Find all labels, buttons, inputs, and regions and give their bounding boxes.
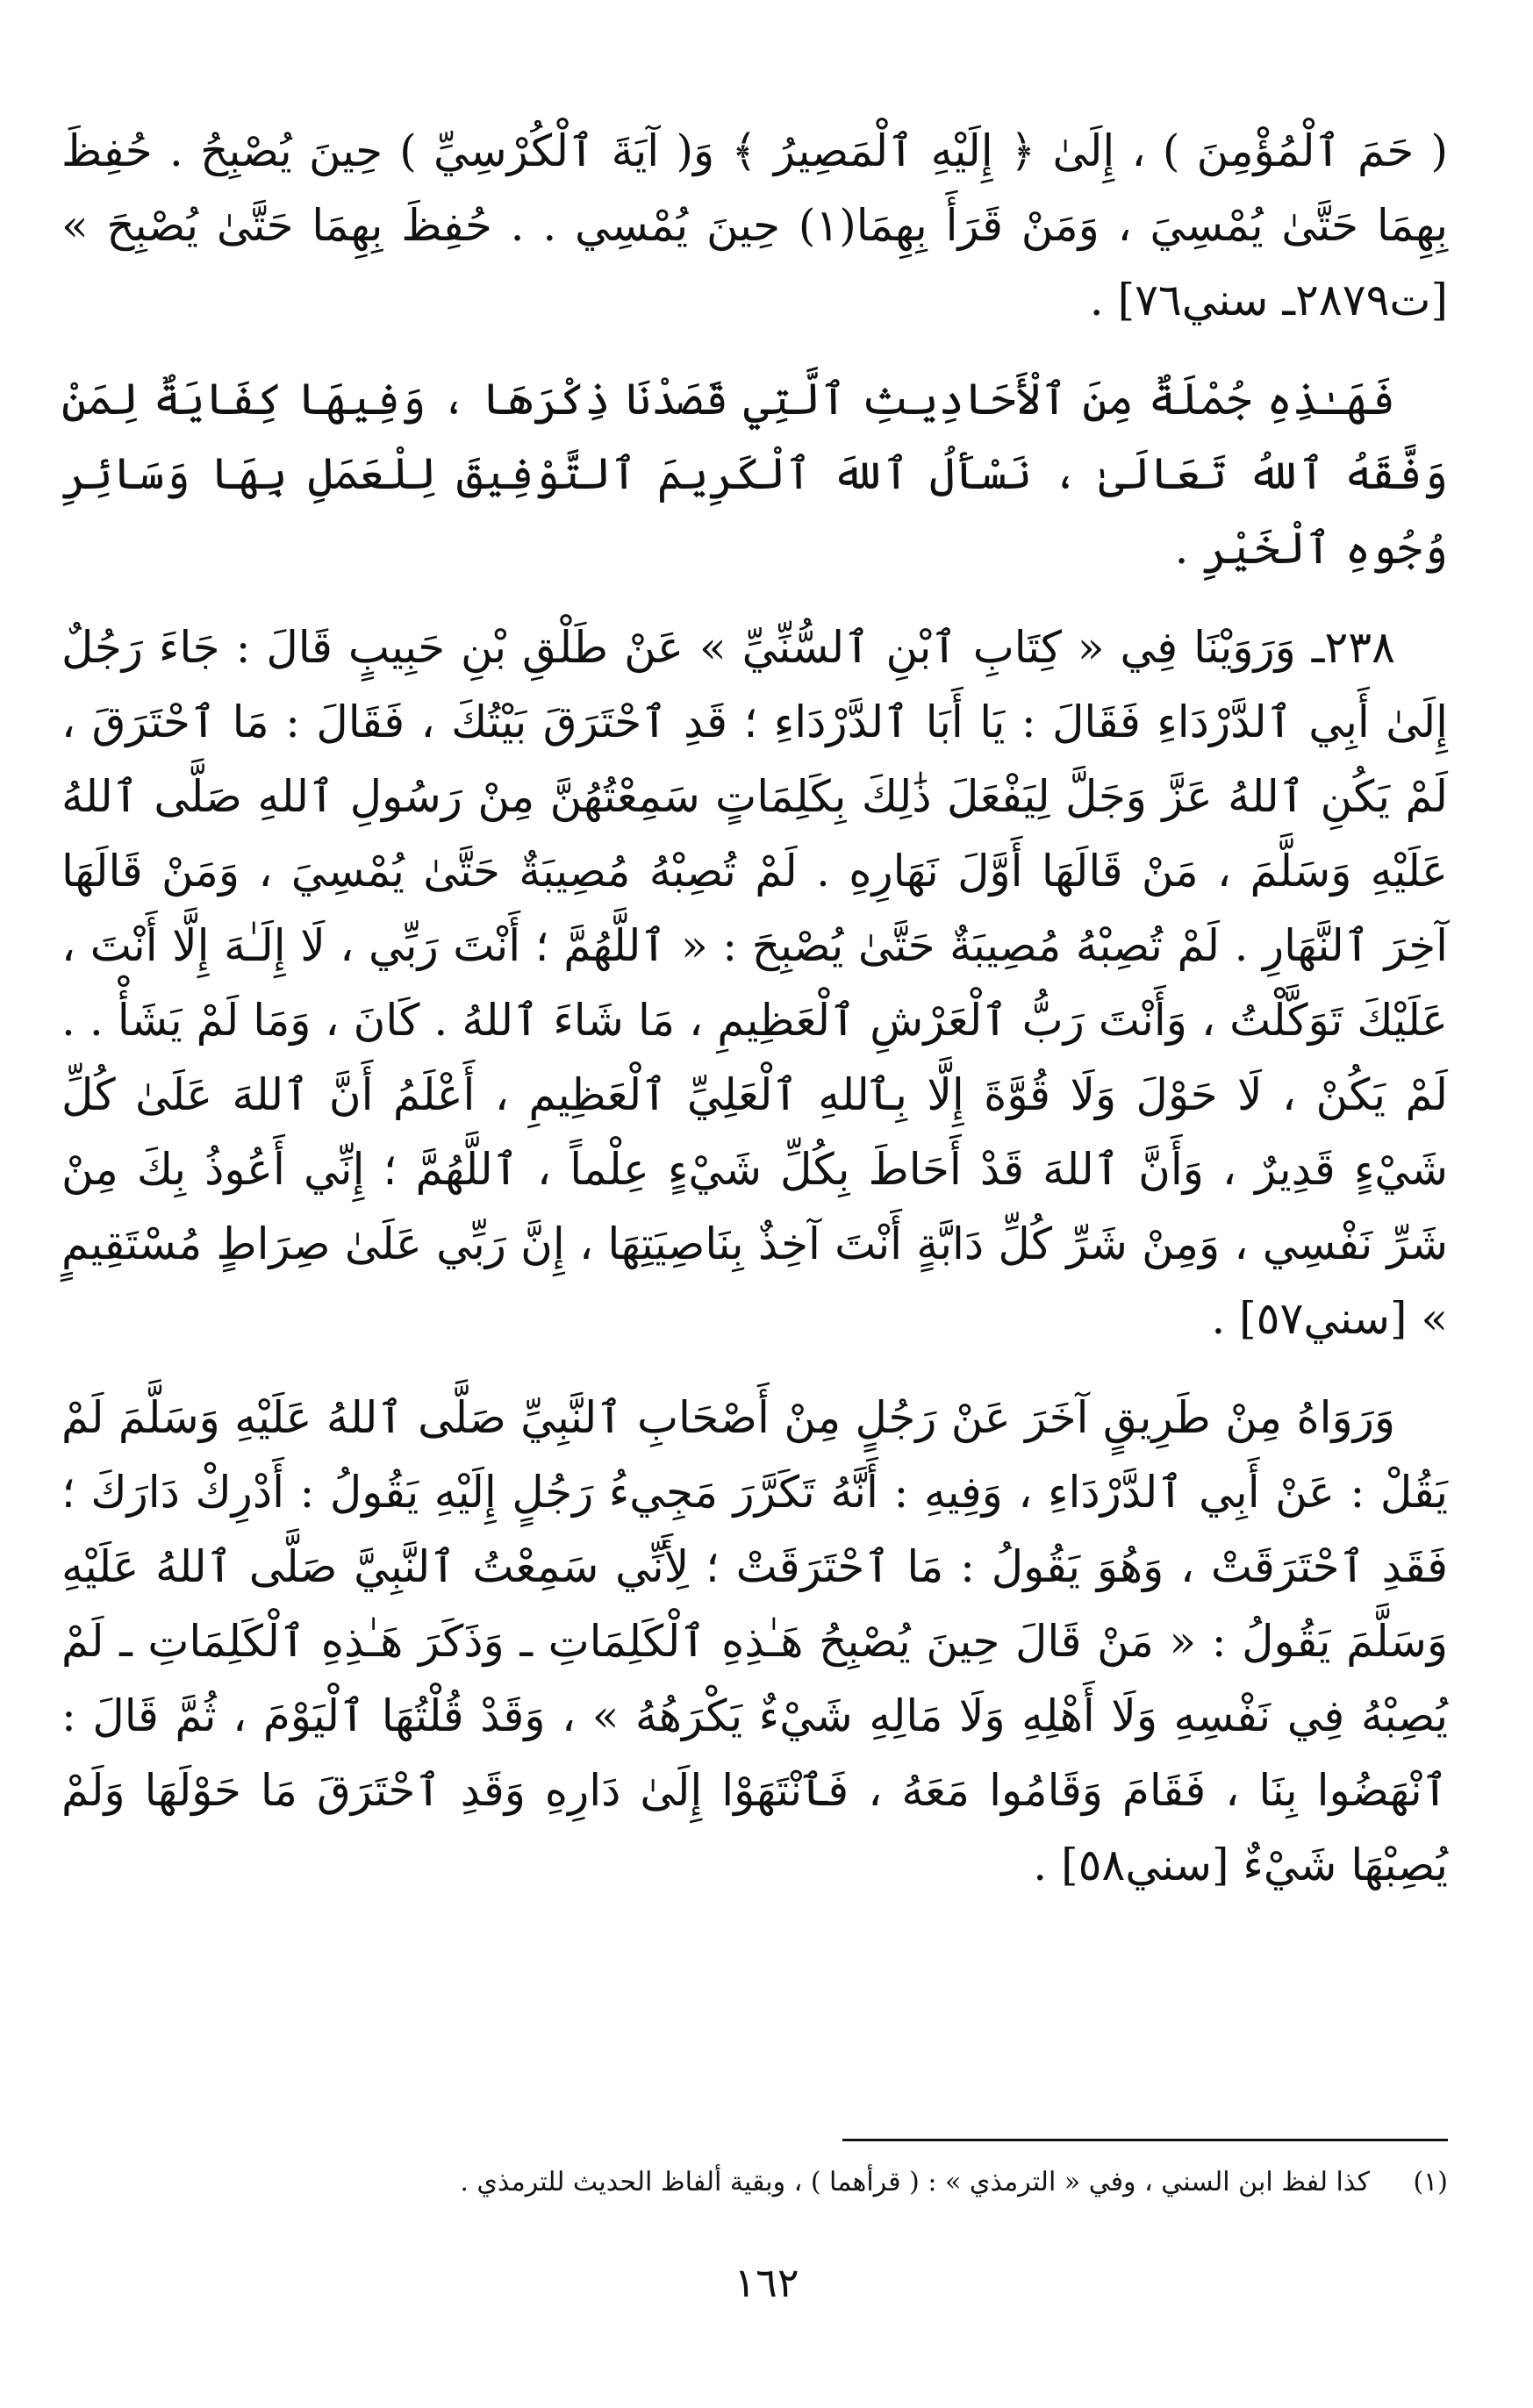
footnote-divider — [842, 2139, 1448, 2141]
main-text — [61, 114, 1448, 1927]
paragraph-1: ( حَمَ ٱلْمُؤْمِنَ ) ، إِلَىٰ ﴿ إِلَيْهِ ٱلْمَصِيرُ ﴾ وَ( آيَةَ ٱلْكُرْسِيِّ ) حِينَ يُصْبِحُ . حُفِظَ بِهِمَا حَتَّىٰ يُمْسِيَ ، وَمَنْ قَرَأَ بِهِمَا(١) حِينَ يُمْسِي . . حُفِظَ بِهِمَا حَتَّىٰ يُصْبِحَ » [ت٢٨٧٩ـ سني٧٦] . — [61, 125, 1448, 325]
footnote-number: (١) — [1413, 2167, 1448, 2197]
page-number: ١٦٢ — [734, 2259, 799, 2306]
paragraph-4: وَرَوَاهُ مِنْ طَرِيقٍ آخَرَ عَنْ رَجُلٍ مِنْ أَصْحَابِ ٱلنَّبِيِّ صَلَّى ٱللهُ عَلَيْهِ وَسَلَّمَ لَمْ يَقُلْ : عَنْ أَبِي ٱلدَّرْدَاءِ ، وَفِيهِ : أَنَّهُ تَكَرَّرَ مَجِيءُ رَجُلٍ إِلَيْهِ يَقُولُ : أَدْرِكْ دَارَكَ ؛ فَقَدِ ٱحْتَرَقَتْ ، وَهُوَ يَقُولُ : مَا ٱحْتَرَقَتْ ؛ لِأَنِّي سَمِعْتُ ٱلنَّبِيَّ صَلَّى ٱللهُ عَلَيْهِ وَسَلَّمَ يَقُولُ : « مَنْ قَالَ حِينَ يُصْبِحُ هَـٰذِهِ ٱلْكَلِمَاتِ ـ وَذَكَرَ هَـٰذِهِ ٱلْكَلِمَاتِ ـ لَمْ يُصِبْهُ فِي نَفْسِهِ وَلَا أَهْلِهِ وَلَا مَالِهِ شَيْءٌ يَكْرَهُهُ » ، وَقَدْ قُلْتُهَا ٱلْيَوْمَ ، ثُمَّ قَالَ : ٱنْهَضُوا بِنَا ، فَقَامَ وَقَامُوا مَعَهُ ، فَٱنْتَهَوْا إِلَىٰ دَارِهِ وَقَدِ ٱحْتَرَقَ مَا حَوْلَهَا وَلَمْ يُصِبْهَا شَيْءٌ [سني٥٨] . — [61, 1392, 1448, 1890]
footnote — [219, 2162, 1448, 2203]
footnote-text: كذا لفظ ابن السني ، وفي « الترمذي » : ( قرأهما ) ، وبقية ألفاظ الحديث للترمذي . — [460, 2167, 1370, 2197]
paragraph-2: فَهَـٰذِهِ جُمْلَةٌ مِنَ ٱلْأَحَادِيثِ ٱلَّتِي قَصَدْنَا ذِكْرَهَا ، وَفِيهَا كِفَايَةٌ لِمَنْ وَفَّقَهُ ٱللهُ تَعَالَىٰ ، نَسْأَلُ ٱللهَ ٱلْكَرِيمَ ٱلتَّوْفِيقَ لِلْعَمَلِ بِهَا وَسَائِرِ وُجُوهِ ٱلْخَيْرِ . — [61, 374, 1448, 574]
paragraph-hadith-238: ٢٣٨ـ وَرَوَيْنَا فِي « كِتَابِ ٱبْنِ ٱلسُّنِّيِّ » عَنْ طَلْقِ بْنِ حَبِيبٍ قَالَ : جَاءَ رَجُلٌ إِلَىٰ أَبِي ٱلدَّرْدَاءِ فَقَالَ : يَا أَبَا ٱلدَّرْدَاءِ ؛ قَدِ ٱحْتَرَقَ بَيْتُكَ ، فَقَالَ : مَا ٱحْتَرَقَ ، لَمْ يَكُنِ ٱللهُ عَزَّ وَجَلَّ لِيَفْعَلَ ذَٰلِكَ بِكَلِمَاتٍ سَمِعْتُهُنَّ مِنْ رَسُولِ ٱللهِ صَلَّى ٱللهُ عَلَيْهِ وَسَلَّمَ ، مَنْ قَالَهَا أَوَّلَ نَهَارِهِ . لَمْ تُصِبْهُ مُصِيبَةٌ حَتَّىٰ يُمْسِيَ ، وَمَنْ قَالَهَا آخِرَ ٱلنَّهَارِ . لَمْ تُصِبْهُ مُصِيبَةٌ حَتَّىٰ يُصْبِحَ : « ٱللَّهُمَّ ؛ أَنْتَ رَبِّي ، لَا إِلَـٰهَ إِلَّا أَنْتَ ، عَلَيْكَ تَوَكَّلْتُ ، وَأَنْتَ رَبُّ ٱلْعَرْشِ ٱلْعَظِيمِ ، مَا شَاءَ ٱللهُ . كَانَ ، وَمَا لَمْ يَشَأْ . . لَمْ يَكُنْ ، لَا حَوْلَ وَلَا قُوَّةَ إِلَّا بِٱللهِ ٱلْعَلِيِّ ٱلْعَظِيمِ ، أَعْلَمُ أَنَّ ٱللهَ عَلَىٰ كُلِّ شَيْءٍ قَدِيرٌ ، وَأَنَّ ٱللهَ قَدْ أَحَاطَ بِكُلِّ شَيْءٍ عِلْماً ، ٱللَّهُمَّ ؛ إِنِّي أَعُوذُ بِكَ مِنْ شَرِّ نَفْسِي ، وَمِنْ شَرِّ كُلِّ دَابَّةٍ أَنْتَ آخِذٌ بِنَاصِيَتِهَا ، إِنَّ رَبِّي عَلَىٰ صِرَاطٍ مُسْتَقِيمٍ » [سني٥٧] . — [61, 622, 1448, 1344]
